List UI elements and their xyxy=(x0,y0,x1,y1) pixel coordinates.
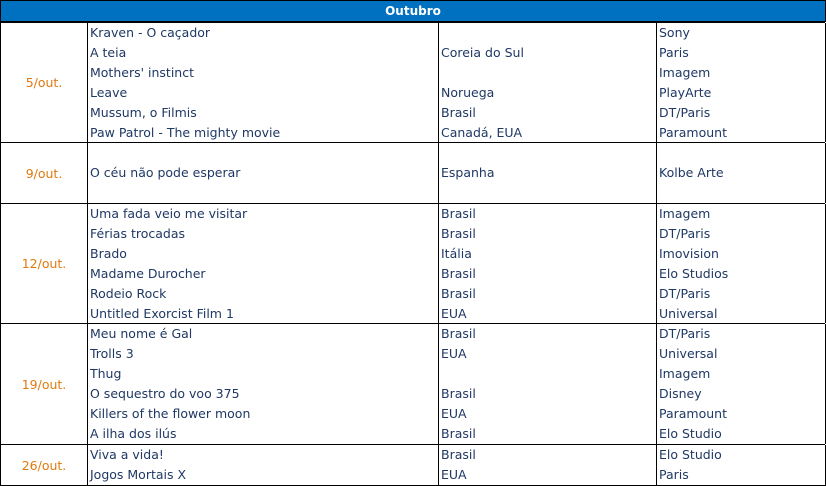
release-date: 19/out. xyxy=(0,324,88,444)
release-group xyxy=(0,203,825,323)
movie-country: Brasil xyxy=(441,206,476,221)
movie-country-column xyxy=(438,445,655,486)
movie-distributor: PlayArte xyxy=(659,85,712,100)
movie-distributor: DT/Paris xyxy=(659,326,711,341)
movie-country-column xyxy=(438,204,655,323)
movie-country: Brasil xyxy=(441,266,476,281)
movie-distributor: Elo Studio xyxy=(659,426,722,441)
movie-distributor: Elo Studio xyxy=(659,447,722,462)
movie-country: Canadá, EUA xyxy=(441,125,523,140)
movie-country xyxy=(439,364,655,384)
release-date: 9/out. xyxy=(0,143,88,203)
movie-distributor-column xyxy=(656,23,826,142)
movie-title: Paw Patrol - The mighty movie xyxy=(90,125,281,140)
movie-country xyxy=(439,63,655,83)
movie-title: Thug xyxy=(90,366,122,381)
movie-title-column xyxy=(88,204,436,323)
movie-distributor: Universal xyxy=(659,346,718,361)
movie-distributor: Imagem xyxy=(659,65,711,80)
movie-distributor: DT/Paris xyxy=(659,105,711,120)
movie-country: EUA xyxy=(441,306,467,321)
movie-distributor: Imagem xyxy=(659,206,711,221)
movie-title: Madame Durocher xyxy=(90,266,206,281)
movie-country-column xyxy=(438,143,655,203)
movie-country xyxy=(439,23,655,43)
movie-distributor: Paramount xyxy=(659,125,728,140)
release-date: 5/out. xyxy=(0,23,88,142)
movie-country-column xyxy=(438,23,655,142)
movie-country: Brasil xyxy=(441,447,476,462)
movie-title-column xyxy=(88,445,436,486)
movie-title: Trolls 3 xyxy=(90,346,134,361)
movie-country: EUA xyxy=(441,406,467,421)
movie-country: Brasil xyxy=(441,326,476,341)
movie-title: Mussum, o Filmis xyxy=(90,105,197,120)
movie-title: Kraven - O caçador xyxy=(90,25,211,40)
movie-country: Noruega xyxy=(441,85,495,100)
movie-distributor: Imovision xyxy=(659,246,719,261)
release-date: 26/out. xyxy=(0,445,88,486)
movie-title: Meu nome é Gal xyxy=(90,326,193,341)
movie-title: Rodeio Rock xyxy=(90,286,167,301)
movie-title: Férias trocadas xyxy=(90,226,186,241)
movie-title: O sequestro do voo 375 xyxy=(90,386,240,401)
movie-distributor: Disney xyxy=(659,386,702,401)
movie-distributor: Sony xyxy=(659,25,690,40)
movie-country: Brasil xyxy=(441,105,476,120)
movie-title-column xyxy=(88,143,436,203)
movie-title: Uma fada veio me visitar xyxy=(90,206,248,221)
movie-country: Brasil xyxy=(441,426,476,441)
movie-country: Coreia do Sul xyxy=(441,45,524,60)
movie-title: Untitled Exorcist Film 1 xyxy=(90,306,234,321)
release-group xyxy=(0,444,825,486)
movie-distributor: Universal xyxy=(659,306,718,321)
release-group xyxy=(0,323,825,444)
movie-country: EUA xyxy=(441,346,467,361)
movie-title: A ilha dos ilús xyxy=(90,426,177,441)
movie-country: Brasil xyxy=(441,386,476,401)
movie-country: Itália xyxy=(441,246,472,261)
release-date: 12/out. xyxy=(0,204,88,323)
movie-distributor: DT/Paris xyxy=(659,286,711,301)
movie-distributor: Paramount xyxy=(659,406,728,421)
movie-country: EUA xyxy=(441,467,467,482)
movie-country-column xyxy=(438,324,655,444)
movie-title: Jogos Mortais X xyxy=(90,467,187,482)
movie-distributor: Kolbe Arte xyxy=(659,165,724,180)
movie-title: Viva a vida! xyxy=(90,447,164,462)
movie-distributor-column xyxy=(656,204,826,323)
movie-title: A teia xyxy=(90,45,127,60)
movie-country: Brasil xyxy=(441,226,476,241)
movie-distributor-column xyxy=(656,445,826,486)
movie-title: Brado xyxy=(90,246,127,261)
movie-distributor: Elo Studios xyxy=(659,266,729,281)
movie-distributor: Paris xyxy=(659,467,689,482)
movie-distributor: DT/Paris xyxy=(659,226,711,241)
movie-title: Leave xyxy=(90,85,128,100)
movie-title-column xyxy=(88,324,436,444)
movie-title: Killers of the flower moon xyxy=(90,406,251,421)
movie-distributor: Imagem xyxy=(659,366,711,381)
movie-title: O céu não pode esperar xyxy=(90,165,241,180)
release-group xyxy=(0,142,825,203)
release-group xyxy=(0,22,825,142)
movie-title: Mothers' instinct xyxy=(90,65,194,80)
month-header: Outubro xyxy=(0,0,826,22)
movie-distributor-column xyxy=(656,324,826,444)
movie-title-column xyxy=(88,23,436,142)
movie-country: Brasil xyxy=(441,286,476,301)
movie-distributor-column xyxy=(656,143,826,203)
movie-distributor: Paris xyxy=(659,45,689,60)
movie-country: Espanha xyxy=(441,165,495,180)
